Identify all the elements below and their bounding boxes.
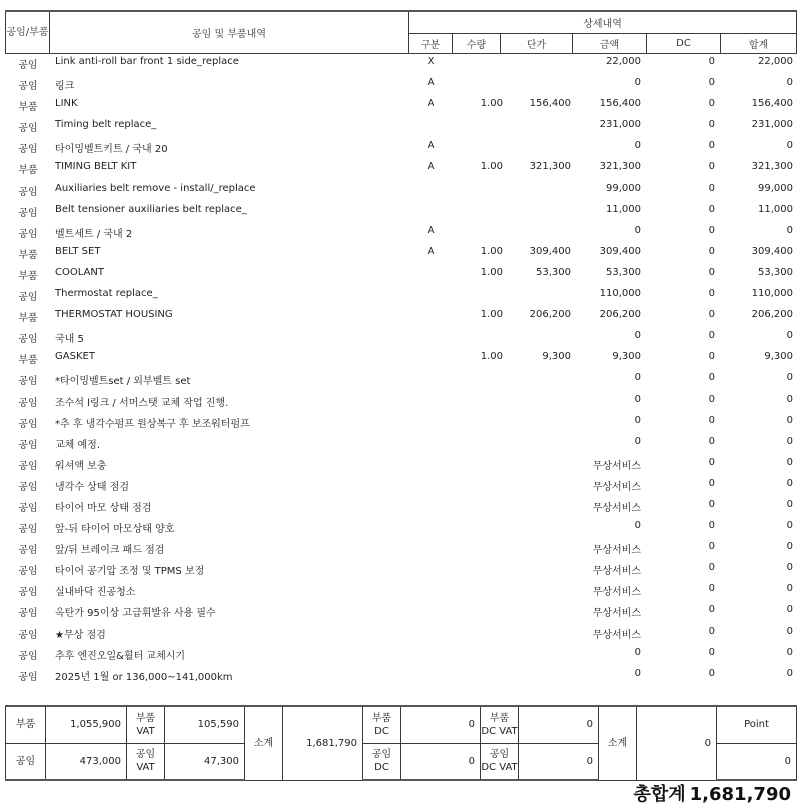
row-amount: 0	[634, 435, 641, 447]
row-type: 공임	[18, 207, 38, 219]
labor-label: 공임	[6, 743, 46, 780]
row-description: LINK	[55, 98, 78, 110]
table-row	[5, 368, 796, 389]
row-description: 앞-뒤 타이어 마모상태 양호	[55, 524, 175, 536]
table-row	[5, 495, 796, 516]
row-total: 0	[786, 456, 793, 468]
row-total: 0	[786, 604, 793, 616]
row-dc: 0	[708, 372, 715, 384]
row-total: 0	[786, 224, 793, 236]
row-dc: 0	[708, 330, 715, 342]
row-amount: 무상서비스	[592, 629, 641, 641]
row-amount: 206,200	[599, 309, 641, 321]
subtotal-value: 1,681,790	[283, 706, 363, 780]
row-qty: 1.00	[480, 351, 503, 363]
row-dc: 0	[708, 667, 715, 679]
parts-dc-value: 0	[401, 706, 481, 743]
row-type: 공임	[18, 587, 38, 599]
row-total: 11,000	[758, 203, 793, 215]
row-dc: 0	[708, 182, 715, 194]
table-row	[5, 579, 796, 600]
row-dc: 0	[708, 562, 715, 574]
row-unit-price: 156,400	[529, 98, 571, 110]
parts-dc-vat-label: 부품 DC VAT	[481, 706, 519, 743]
row-description: 2025년 1월 or 136,000~141,000km	[55, 671, 233, 683]
row-description: THERMOSTAT HOUSING	[55, 309, 173, 321]
row-dc: 0	[708, 224, 715, 236]
row-description: 타이어 마모 상태 점검	[55, 502, 152, 514]
grand-total-value: 1,681,790	[689, 784, 791, 805]
row-description: 조수석 l링크 / 서머스탯 교체 작업 진행.	[55, 397, 229, 409]
row-amount: 0	[634, 520, 641, 532]
row-dc: 0	[708, 477, 715, 489]
row-type: 공임	[18, 629, 38, 641]
row-gubun: A	[427, 140, 435, 152]
row-type: 공임	[18, 524, 38, 536]
row-total: 53,300	[758, 266, 793, 278]
table-row	[5, 432, 796, 453]
row-description: Auxiliaries belt remove - install/_replace	[55, 182, 256, 194]
row-type: 공임	[18, 566, 38, 578]
row-total: 156,400	[751, 98, 793, 110]
row-total: 231,000	[751, 119, 793, 131]
row-gubun: A	[427, 161, 435, 173]
row-total: 0	[786, 435, 793, 447]
row-description: 타이밍벨트키트 / 국내 20	[55, 144, 168, 156]
row-description: 냉각수 상태 점검	[55, 481, 129, 493]
row-gubun: X	[427, 56, 435, 67]
row-dc: 0	[708, 646, 715, 658]
table-row	[5, 221, 796, 242]
row-type: 공임	[18, 397, 38, 409]
header-qty: 수량	[453, 33, 501, 53]
row-type: 부품	[18, 270, 38, 282]
row-type: 공임	[18, 545, 38, 557]
row-amount: 무상서비스	[592, 460, 641, 472]
row-description: Thermostat replace_	[55, 288, 158, 300]
table-row	[5, 284, 796, 305]
row-amount: 무상서비스	[592, 502, 641, 514]
row-amount: 0	[634, 393, 641, 405]
point-label: Point	[717, 706, 797, 743]
table-row	[5, 643, 796, 664]
row-type: 공임	[18, 502, 38, 514]
row-dc: 0	[708, 288, 715, 300]
row-qty: 1.00	[480, 266, 503, 278]
row-dc: 0	[708, 140, 715, 152]
row-type: 부품	[18, 313, 38, 325]
row-total: 321,300	[751, 161, 793, 173]
row-amount: 0	[634, 372, 641, 384]
row-type: 부품	[18, 249, 38, 261]
row-amount: 0	[634, 414, 641, 426]
table-row	[5, 347, 796, 368]
row-description: COOLANT	[55, 266, 104, 278]
row-amount: 무상서비스	[592, 481, 641, 493]
parts-value: 1,055,900	[46, 706, 127, 743]
row-gubun: A	[427, 245, 435, 257]
row-description: *타이밍벨트set / 외부벨트 set	[55, 376, 191, 388]
labor-dc-vat-label: 공임 DC VAT	[481, 743, 519, 780]
row-description: 링크	[55, 81, 75, 93]
row-type: 공임	[18, 123, 38, 135]
row-description: 국내 5	[55, 334, 84, 346]
table-row	[5, 179, 796, 200]
table-row	[5, 242, 796, 263]
row-unit-price: 321,300	[529, 161, 571, 173]
row-amount: 231,000	[599, 119, 641, 131]
parts-dc-label: 부품 DC	[363, 706, 401, 743]
header-amount: 금액	[573, 33, 647, 53]
header-gubun: 구분	[409, 33, 453, 53]
row-dc: 0	[708, 498, 715, 510]
row-amount: 무상서비스	[592, 566, 641, 578]
row-type: 공임	[18, 376, 38, 388]
row-type: 부품	[18, 165, 38, 177]
row-total: 22,000	[758, 56, 793, 67]
row-type: 공임	[18, 81, 38, 93]
row-dc: 0	[708, 414, 715, 426]
row-qty: 1.00	[480, 309, 503, 321]
row-total: 9,300	[764, 351, 793, 363]
row-gubun: A	[427, 98, 435, 110]
parts-vat-label: 부품 VAT	[127, 706, 165, 743]
row-description: 옥탄가 95이상 고급휘발유 사용 필수	[55, 608, 216, 620]
row-description: BELT SET	[55, 245, 101, 257]
row-total: 0	[786, 646, 793, 658]
row-unit-price: 9,300	[542, 351, 571, 363]
row-type: 공임	[18, 228, 38, 240]
parts-dc-vat-value: 0	[519, 706, 599, 743]
row-amount: 309,400	[599, 245, 641, 257]
row-unit-price: 206,200	[529, 309, 571, 321]
row-unit-price: 53,300	[536, 266, 571, 278]
row-total: 0	[786, 414, 793, 426]
row-total: 0	[786, 667, 793, 679]
header-detail-group: 상세내역	[409, 11, 797, 33]
table-row	[5, 52, 796, 73]
row-amount: 0	[634, 140, 641, 152]
row-total: 0	[786, 477, 793, 489]
table-row	[5, 263, 796, 284]
row-amount: 무상서비스	[592, 608, 641, 620]
table-row	[5, 136, 796, 157]
row-type: 공임	[18, 481, 38, 493]
table-row	[5, 411, 796, 432]
header-dc: DC	[647, 33, 721, 53]
row-amount: 0	[634, 667, 641, 679]
row-amount: 무상서비스	[592, 545, 641, 557]
row-amount: 53,300	[606, 266, 641, 278]
row-description: 워셔액 보충	[55, 460, 107, 472]
row-type: 공임	[18, 292, 38, 304]
row-total: 0	[786, 140, 793, 152]
row-description: Link anti-roll bar front 1 side_replace	[55, 56, 239, 67]
row-amount: 99,000	[606, 182, 641, 194]
row-amount: 9,300	[612, 351, 641, 363]
items-table-header	[5, 10, 797, 54]
row-dc: 0	[708, 77, 715, 89]
row-type: 부품	[18, 102, 38, 114]
row-description: 타이어 공기압 조정 및 TPMS 보정	[55, 566, 205, 578]
header-description: 공임 및 부품내역	[50, 11, 409, 53]
header-total: 합계	[721, 33, 797, 53]
summary-table	[5, 705, 797, 781]
table-row	[5, 516, 796, 537]
parts-vat-value: 105,590	[165, 706, 245, 743]
labor-dc-value: 0	[401, 743, 481, 780]
table-row	[5, 200, 796, 221]
row-dc: 0	[708, 435, 715, 447]
row-dc: 0	[708, 245, 715, 257]
row-total: 0	[786, 498, 793, 510]
row-description: 실내바닥 진공청소	[55, 587, 136, 599]
row-dc: 0	[708, 583, 715, 595]
row-type: 공임	[18, 144, 38, 156]
table-row	[5, 474, 796, 495]
row-total: 99,000	[758, 182, 793, 194]
row-description: *추 후 냉각수펌프 원상복구 후 보조워터펌프	[55, 418, 250, 430]
row-total: 0	[786, 77, 793, 89]
header-unit-price: 단가	[501, 33, 573, 53]
table-row	[5, 94, 796, 115]
row-type: 공임	[18, 608, 38, 620]
dc-subtotal-label: 소계	[599, 706, 637, 780]
row-description: 벨트세트 / 국내 2	[55, 228, 133, 240]
row-dc: 0	[708, 351, 715, 363]
row-amount: 0	[634, 77, 641, 89]
row-type: 공임	[18, 460, 38, 472]
row-dc: 0	[708, 625, 715, 637]
row-total: 0	[786, 583, 793, 595]
parts-label: 부품	[6, 706, 46, 743]
table-row	[5, 664, 796, 685]
table-row	[5, 115, 796, 136]
table-row	[5, 157, 796, 178]
row-type: 공임	[18, 186, 38, 198]
row-description: Belt tensioner auxiliaries belt replace_	[55, 203, 247, 215]
row-type: 공임	[18, 334, 38, 346]
row-dc: 0	[708, 309, 715, 321]
row-description: 추후 엔진오일&휠터 교체시기	[55, 650, 186, 662]
row-total: 0	[786, 372, 793, 384]
row-type: 공임	[18, 439, 38, 451]
dc-subtotal-value: 0	[637, 706, 717, 780]
header-type: 공임/부품	[6, 11, 50, 53]
row-total: 0	[786, 393, 793, 405]
row-gubun: A	[427, 77, 435, 89]
row-description: ★무상 점검	[55, 629, 106, 641]
row-total: 0	[786, 562, 793, 574]
row-type: 부품	[18, 355, 38, 367]
table-row	[5, 326, 796, 347]
row-amount: 156,400	[599, 98, 641, 110]
row-type: 공임	[18, 418, 38, 430]
labor-vat-value: 47,300	[165, 743, 245, 780]
row-amount: 11,000	[606, 203, 641, 215]
row-amount: 0	[634, 330, 641, 342]
row-dc: 0	[708, 203, 715, 215]
table-row	[5, 453, 796, 474]
row-dc: 0	[708, 393, 715, 405]
labor-dc-vat-value: 0	[519, 743, 599, 780]
row-description: GASKET	[55, 351, 95, 363]
items-list	[5, 52, 796, 685]
row-total: 309,400	[751, 245, 793, 257]
labor-value: 473,000	[46, 743, 127, 780]
table-row	[5, 622, 796, 643]
row-dc: 0	[708, 56, 715, 67]
row-description: 앞/뒤 브레이크 패드 점검	[55, 545, 165, 557]
row-amount: 0	[634, 224, 641, 236]
row-description: 교체 예정.	[55, 439, 100, 451]
table-row	[5, 537, 796, 558]
row-dc: 0	[708, 266, 715, 278]
row-amount: 110,000	[599, 288, 641, 300]
row-qty: 1.00	[480, 161, 503, 173]
table-row	[5, 73, 796, 94]
row-type: 공임	[18, 60, 38, 71]
row-qty: 1.00	[480, 98, 503, 110]
row-dc: 0	[708, 119, 715, 131]
row-total: 110,000	[751, 288, 793, 300]
table-row	[5, 600, 796, 621]
row-type: 공임	[18, 671, 38, 683]
row-type: 공임	[18, 650, 38, 662]
row-dc: 0	[708, 456, 715, 468]
subtotal-label: 소계	[245, 706, 283, 780]
table-row	[5, 390, 796, 411]
labor-vat-label: 공임 VAT	[127, 743, 165, 780]
row-amount: 321,300	[599, 161, 641, 173]
row-dc: 0	[708, 541, 715, 553]
row-total: 0	[786, 541, 793, 553]
table-row	[5, 305, 796, 326]
row-total: 0	[786, 625, 793, 637]
point-value: 0	[717, 743, 797, 780]
row-total: 0	[786, 520, 793, 532]
row-dc: 0	[708, 520, 715, 532]
row-amount: 무상서비스	[592, 587, 641, 599]
row-description: TIMING BELT KIT	[55, 161, 137, 173]
row-qty: 1.00	[480, 245, 503, 257]
row-total: 0	[786, 330, 793, 342]
row-dc: 0	[708, 98, 715, 110]
labor-dc-label: 공임 DC	[363, 743, 401, 780]
row-unit-price: 309,400	[529, 245, 571, 257]
row-dc: 0	[708, 161, 715, 173]
row-dc: 0	[708, 604, 715, 616]
table-row	[5, 558, 796, 579]
row-amount: 0	[634, 646, 641, 658]
grand-total-label: 총합계	[633, 784, 686, 805]
row-gubun: A	[427, 224, 435, 236]
row-amount: 22,000	[606, 56, 641, 67]
row-total: 206,200	[751, 309, 793, 321]
grand-total	[629, 780, 791, 806]
row-description: Timing belt replace_	[55, 119, 157, 131]
